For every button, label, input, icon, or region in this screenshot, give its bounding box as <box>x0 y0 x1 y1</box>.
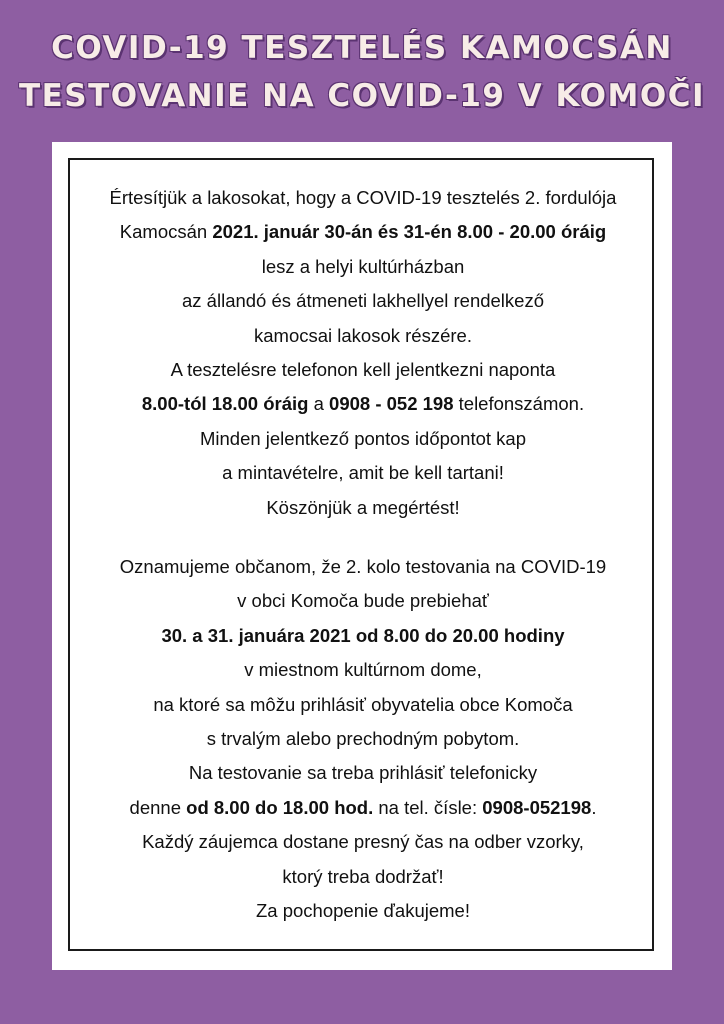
hu-line-2 <box>70 215 656 249</box>
hu-line-7 <box>70 387 656 421</box>
hu-line-3: lesz a helyi kultúrházban <box>261 255 465 277</box>
sk-line-7: Na testovanie sa treba prihlásiť telefonicky <box>188 762 538 784</box>
sk-line-3 <box>70 619 656 653</box>
sk-line-1: Oznamujeme občanom, že 2. kolo testovania na COVID-19 <box>119 556 607 577</box>
poster-header <box>0 24 724 120</box>
hu-connector: a <box>308 393 330 415</box>
title-hungarian: COVID-19 TESZTELÉS KAMOCSÁN <box>51 30 673 66</box>
sk-phone-number: 0908-052198 <box>482 796 592 818</box>
sk-line-10: ktorý treba dodržať! <box>282 865 444 887</box>
title-slovak: TESTOVANIE NA COVID-19 V KOMOČI <box>18 78 706 114</box>
notice-frame <box>68 158 654 951</box>
sk-period: . <box>591 796 597 818</box>
hu-line-5: kamocsai lakosok részére. <box>254 324 472 346</box>
sk-phone-prefix: na tel. čísle: <box>373 796 483 818</box>
sk-line-2: v obci Komoča bude prebiehať <box>237 590 489 612</box>
hu-location: Kamocsán <box>119 221 213 243</box>
sk-line-8 <box>70 791 656 825</box>
hu-line-10: Köszönjük a megértést! <box>266 496 460 518</box>
sk-daily: denne <box>129 796 187 818</box>
sk-call-hours: od 8.00 do 18.00 hod. <box>186 796 374 818</box>
hu-line-9: a mintavételre, amit be kell tartani! <box>222 462 504 484</box>
sk-line-5: na ktoré sa môžu prihlásiť obyvatelia obce Komoča <box>153 693 573 715</box>
notice-card <box>52 142 672 970</box>
hu-line-6: A tesztelésre telefonon kell jelentkezni naponta <box>170 359 556 381</box>
hu-phone-number: 0908 - 052 198 <box>329 393 454 415</box>
hu-line-4: az állandó és átmeneti lakhellyel rendelkező <box>182 290 544 312</box>
notice-hungarian <box>70 181 656 525</box>
hu-line-1: Értesítjük a lakosokat, hogy a COVID-19 tesztelés 2. fordulója <box>109 187 617 208</box>
hu-call-hours: 8.00-tól 18.00 óráig <box>141 393 309 415</box>
hu-phone-suffix: telefonszámon. <box>453 393 585 415</box>
notice-slovak <box>70 550 656 928</box>
hu-line-8: Minden jelentkező pontos időpontot kap <box>199 427 527 449</box>
sk-line-6: s trvalým alebo prechodným pobytom. <box>206 728 520 750</box>
sk-line-11: Za pochopenie ďakujeme! <box>256 900 470 922</box>
sk-line-4: v miestnom kultúrnom dome, <box>244 659 482 681</box>
sk-dates: 30. a 31. januára 2021 od 8.00 do 20.00 hodiny <box>161 624 565 646</box>
sk-line-9: Každý záujemca dostane presný čas na odber vzorky, <box>142 831 584 853</box>
hu-dates: 2021. január 30-án és 31-én 8.00 - 20.00 óráig <box>212 221 607 243</box>
